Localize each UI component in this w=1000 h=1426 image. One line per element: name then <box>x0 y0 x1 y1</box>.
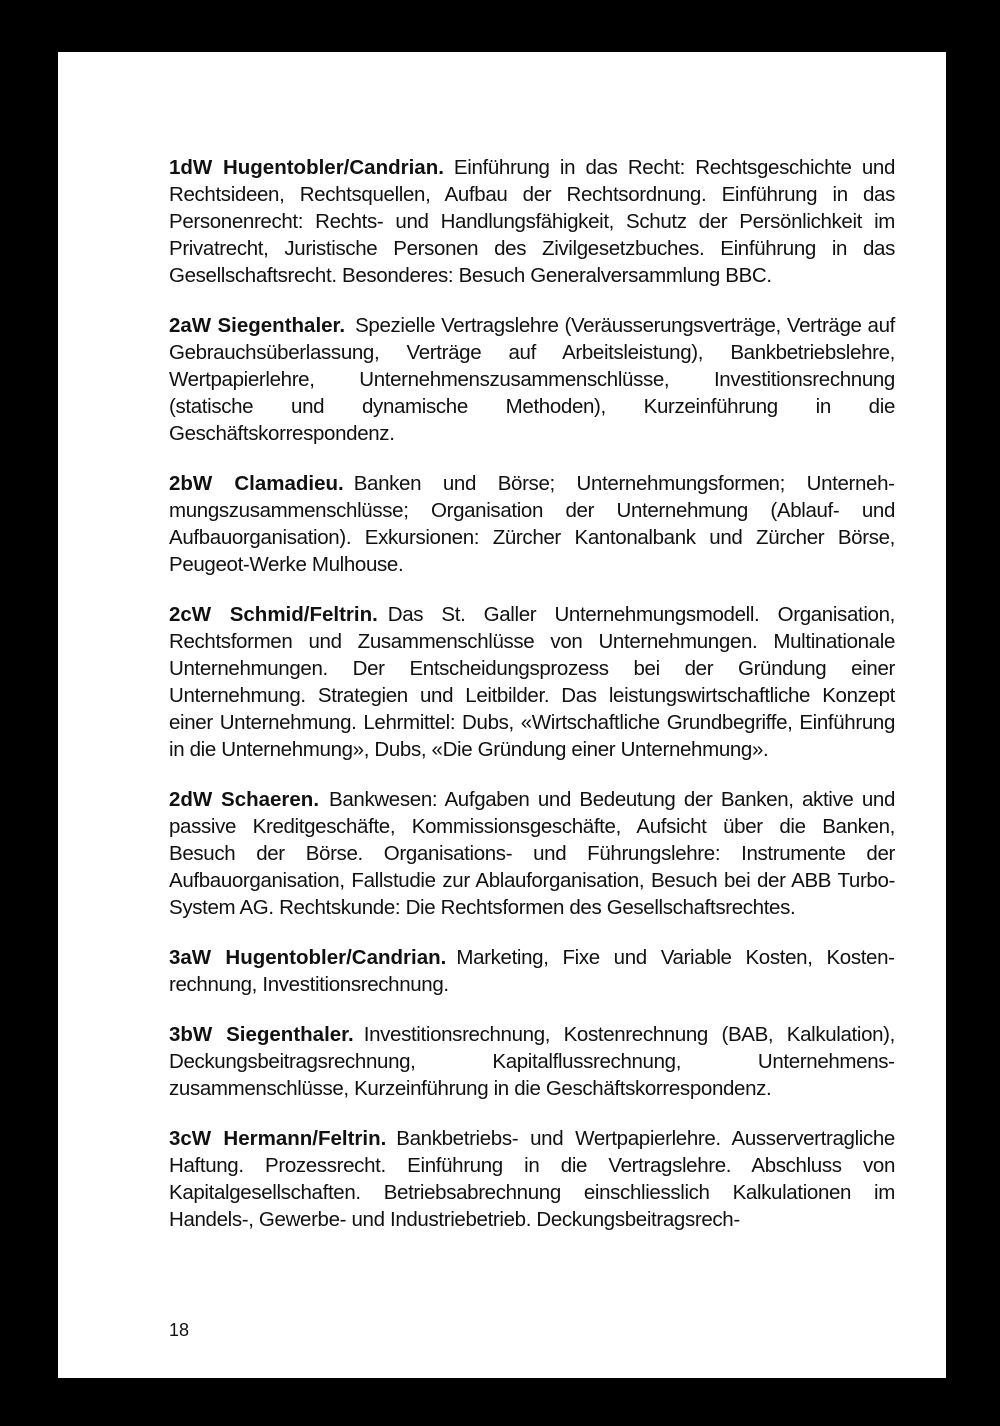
entry-heading: 2bW Clamadieu. <box>169 472 344 495</box>
course-entry-3bw <box>169 1021 895 1102</box>
entry-heading: 2cW Schmid/Feltrin. <box>169 603 378 626</box>
entry-body: Marketing, Fixe und Variable Kosten, Kostenrechnung, Investitionsrechnung. <box>169 946 895 996</box>
entry-heading: 3cW Hermann/Feltrin. <box>169 1127 387 1150</box>
course-entry-2dw <box>169 786 895 921</box>
course-entry-3cw <box>169 1125 895 1233</box>
entry-heading: 2dW Schaeren. <box>169 788 320 811</box>
entry-body: Bankwesen: Aufgaben und Bedeutung der Banken, aktive und passive Kreditgeschäfte, Kommissionsgeschäfte, Aufsicht über die Banken, Besuch der Börse. Organisations- und Führungslehre: Instrumente der Aufbauorganisation, Fallstudie zur Ablauforganisation, Besuch bei der ABB Turbo-System AG. Rechtskunde: Die Rechtsformen des Gesellschaftsrechtes. <box>169 788 895 919</box>
course-entry-1dw <box>169 154 895 289</box>
course-entry-2cw <box>169 601 895 763</box>
entry-body: Das St. Galler Unternehmungsmodell. Organisation, Rechtsformen und Zusammenschlüsse von Unternehmungen. Multinationale Unternehmungen. Der Entscheidungsprozess bei der Gründung einer Unternehmung. Strategien und Leitbilder. Das leistungswirtschaftliche Konzept einer Unternehmung. Lehrmittel: Dubs, «Wirtschaftliche Grundbegriffe, Einführung in die Unternehmung», Dubs, «Die Gründung einer Unternehmung». <box>169 603 895 761</box>
page-number: 18 <box>169 1320 190 1340</box>
entry-body: Spezielle Vertragslehre (Veräusserungsverträge, Verträge auf Gebrauchsüberlassung, Verträge auf Arbeitsleistung), Bankbetriebslehre, Wertpapierlehre, Unternehmenszusammenschlüsse, Investitionsrechnung (statische und dynamische Methoden), Kurzeinführung in die Geschäftskorrespondenz. <box>169 314 895 445</box>
entry-heading: 3bW Siegenthaler. <box>169 1023 354 1046</box>
entry-heading: 2aW Siegenthaler. <box>169 314 346 337</box>
entry-heading: 1dW Hugentobler/Candrian. <box>169 156 444 179</box>
document-page <box>58 52 946 1378</box>
entry-body: Bankbetriebs- und Wertpapierlehre. Ausservertragliche Haftung. Prozessrecht. Einführung in die Vertragslehre. Abschluss von Kapitalgesellschaften. Betriebsabrechnung einschliesslich Kalkulationen im Handels-, Gewerbe- und Industriebetrieb. Deckungsbeitragsrech- <box>169 1127 895 1231</box>
course-entry-2aw <box>169 312 895 447</box>
entry-body: Investitionsrechnung, Kostenrechnung (BAB, Kalkulation), Deckungsbeitragsrechnung, Kapitalflussrechnung, Unternehmenszusammenschlüsse, Kurzeinführung in die Geschäftskorrespondenz. <box>169 1023 896 1100</box>
course-entry-2bw <box>169 470 895 578</box>
entry-heading: 3aW Hugentobler/Candrian. <box>169 946 447 969</box>
course-entry-3aw <box>169 944 895 998</box>
page-content <box>169 154 895 1256</box>
entry-body: Einführung in das Recht: Rechtsgeschichte und Rechtsideen, Rechtsquellen, Aufbau der Rechtsordnung. Einführung in das Personenrecht: Rechts- und Handlungsfähigkeit, Schutz der Persönlichkeit im Privatrecht, Juristische Personen des Zivilgesetzbuches. Einführung in das Gesellschaftsrecht. Besonderes: Besuch Generalversammlung BBC. <box>169 156 895 287</box>
entry-body: Banken und Börse; Unternehmungsformen; Unternehmungszusammenschlüsse; Organisation der Unternehmung (Ablauf- und Aufbauorganisation). Exkursionen: Zürcher Kantonalbank und Zürcher Börse, Peugeot-Werke Mulhouse. <box>169 472 895 576</box>
